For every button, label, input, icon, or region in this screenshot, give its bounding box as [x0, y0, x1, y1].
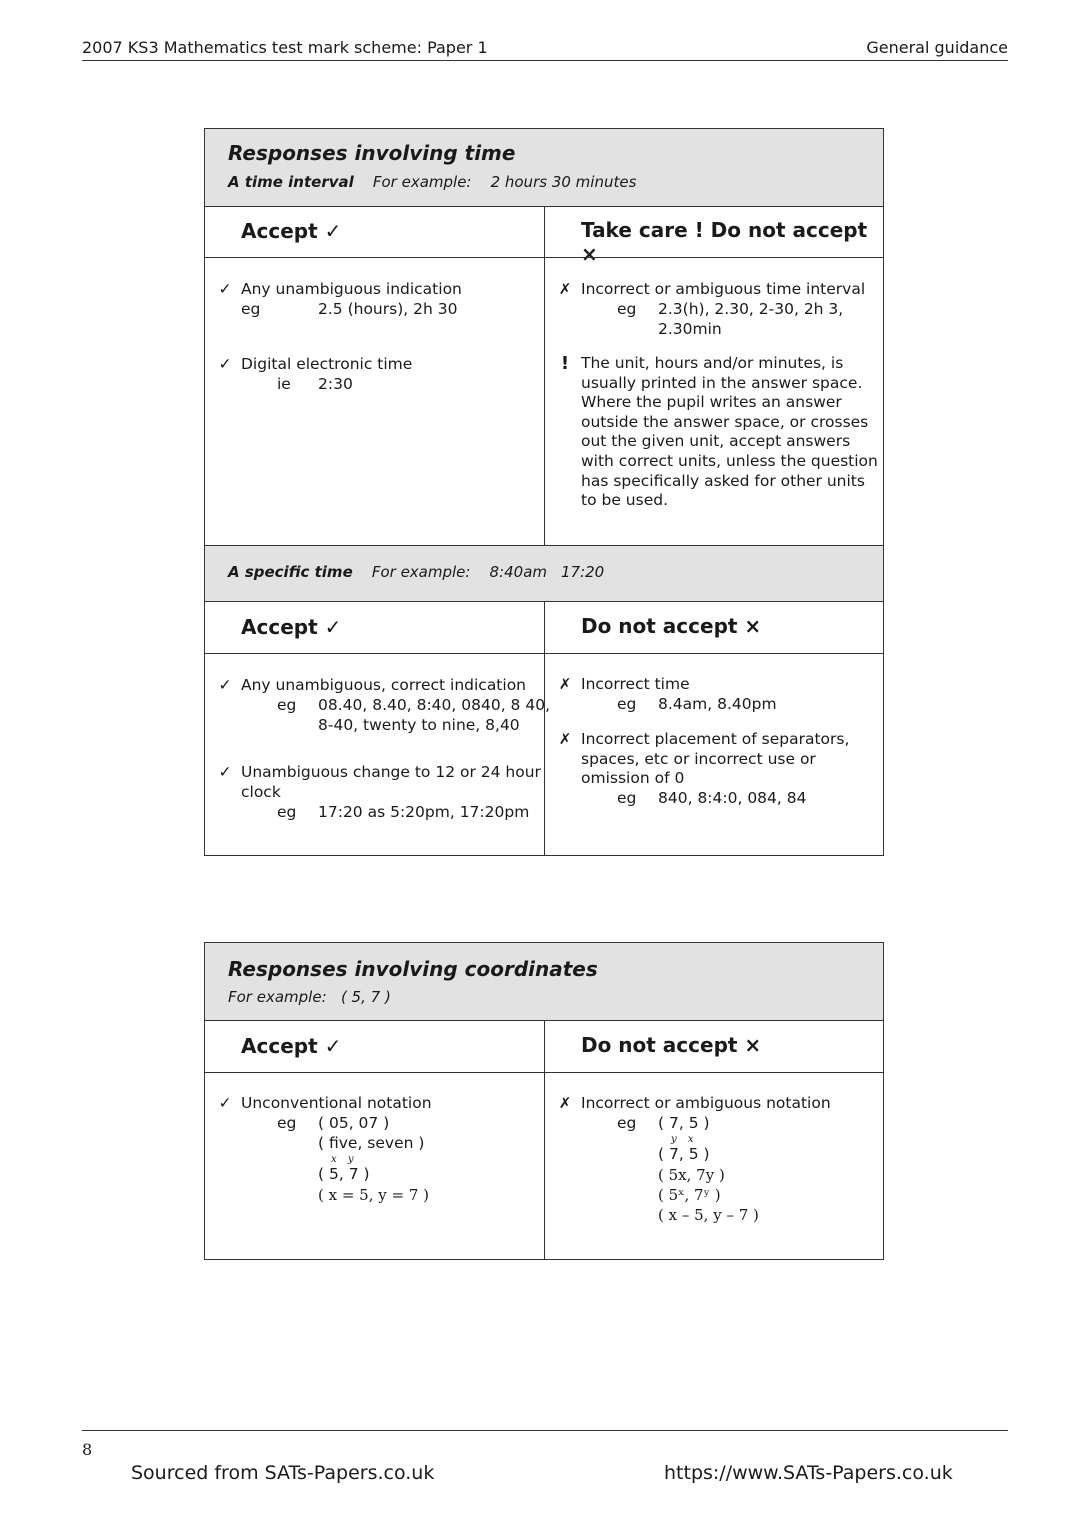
eg-label: eg	[617, 695, 637, 713]
eg-label: eg	[277, 696, 297, 714]
care-note: ! The unit, hours and/or minutes, is usually printed in the answer space. Where the pupil writes an answer outside the answer space, or crosses out the given unit, accept answers with correct units, unless the question has specifically asked for other units to be used.	[581, 354, 878, 511]
accept-heading: Accept ✓	[241, 615, 342, 639]
reject-item: ✗ Incorrect or ambiguous notation	[581, 1094, 831, 1114]
check-icon: ✓	[218, 355, 232, 373]
check-icon: ✓	[218, 1094, 232, 1112]
accept-item: ✓ Digital electronic time	[241, 355, 412, 375]
eg-value: 8-40, twenty to nine, 8,40	[318, 716, 520, 734]
eg-value: 840, 8:4:0, 084, 84	[658, 789, 807, 807]
coord-title: Responses involving coordinates	[228, 957, 598, 981]
check-icon: ✓	[218, 763, 232, 781]
reject-item: ✗ Incorrect placement of separators, spaces, etc or incorrect use or omission of 0	[581, 730, 849, 789]
reject-item: ✗ Incorrect or ambiguous time interval	[581, 280, 865, 300]
header-title: 2007 KS3 Mathematics test mark scheme: Paper 1	[82, 38, 488, 57]
reject-heading: Do not accept ×	[581, 1033, 762, 1057]
eg-superscript: y x	[671, 1134, 698, 1145]
eg-value: ( 7, 5 )	[658, 1145, 710, 1163]
takecare-heading: Take care ! Do not accept ×	[581, 218, 868, 266]
eg-value: ( 05, 07 )	[318, 1114, 390, 1132]
source-text: Sourced from SATs-Papers.co.uk	[131, 1462, 435, 1484]
accept-heading: Accept ✓	[241, 1034, 342, 1058]
warning-icon: !	[560, 353, 570, 374]
footer-divider	[82, 1430, 1008, 1431]
eg-label: eg	[617, 789, 637, 807]
specific-time-band	[205, 546, 883, 602]
source-url-link[interactable]: https://www.SATs-Papers.co.uk	[664, 1462, 953, 1484]
cross-icon: ✗	[558, 675, 572, 693]
eg-value: ( 5x, 7y )	[658, 1166, 725, 1184]
eg-value: ( x = 5, y = 7 )	[318, 1186, 430, 1204]
time-title-band	[205, 129, 883, 207]
eg-value: ( x – 5, y – 7 )	[658, 1206, 759, 1224]
cross-icon: ✗	[558, 730, 572, 748]
specific-time-example2: 17:20	[561, 563, 605, 581]
cross-icon: ✗	[558, 280, 572, 298]
time-interval-subtitle: A time interval For example: 2 hours 30 minutes	[228, 173, 637, 191]
check-icon: ✓	[218, 280, 232, 298]
check-icon: ✓	[218, 676, 232, 694]
coordinate-responses-table	[204, 942, 884, 1260]
eg-value: ( five, seven )	[318, 1134, 425, 1152]
coord-title-band	[205, 943, 883, 1021]
eg-superscript: x y	[331, 1154, 358, 1165]
cross-icon: ✗	[558, 1094, 572, 1112]
accept-item: ✓ Any unambiguous indication	[241, 280, 462, 300]
eg-value: 2.5 (hours), 2h 30	[318, 300, 458, 318]
accept-heading: Accept ✓	[241, 219, 342, 243]
eg-label: eg	[277, 803, 297, 821]
reject-heading: Do not accept ×	[581, 614, 762, 638]
eg-value: ( 7, 5 )	[658, 1114, 710, 1132]
eg-label: eg	[617, 1114, 637, 1132]
eg-value: 2.3(h), 2.30, 2-30, 2h 3,	[658, 300, 844, 318]
eg-value: 17:20 as 5:20pm, 17:20pm	[318, 803, 530, 821]
eg-value: 08.40, 8.40, 8:40, 0840, 8 40,	[318, 696, 550, 714]
eg-value: ( 5ˣ, 7ʸ )	[658, 1186, 721, 1204]
accept-item: ✓ Unambiguous change to 12 or 24 hour clock	[241, 763, 541, 802]
page-header	[82, 36, 1008, 61]
eg-label: eg	[241, 300, 261, 318]
header-section: General guidance	[866, 38, 1008, 57]
eg-value: 2:30	[318, 375, 353, 393]
eg-value: 8.4am, 8.40pm	[658, 695, 777, 713]
eg-value: 2.30min	[658, 320, 722, 338]
time-title: Responses involving time	[228, 141, 516, 165]
specific-time-subtitle: A specific time For example: 8:40am	[228, 563, 548, 581]
coord-subtitle: For example: ( 5, 7 )	[228, 988, 391, 1006]
eg-label: eg	[617, 300, 637, 318]
page-number: 8	[82, 1440, 93, 1459]
accept-item: ✓ Any unambiguous, correct indication	[241, 676, 526, 696]
reject-item: ✗ Incorrect time	[581, 675, 690, 695]
time-responses-table	[204, 128, 884, 856]
eg-value: ( 5, 7 )	[318, 1165, 370, 1183]
accept-item: ✓ Unconventional notation	[241, 1094, 432, 1114]
eg-label: eg	[277, 1114, 297, 1132]
ie-label: ie	[277, 375, 291, 393]
